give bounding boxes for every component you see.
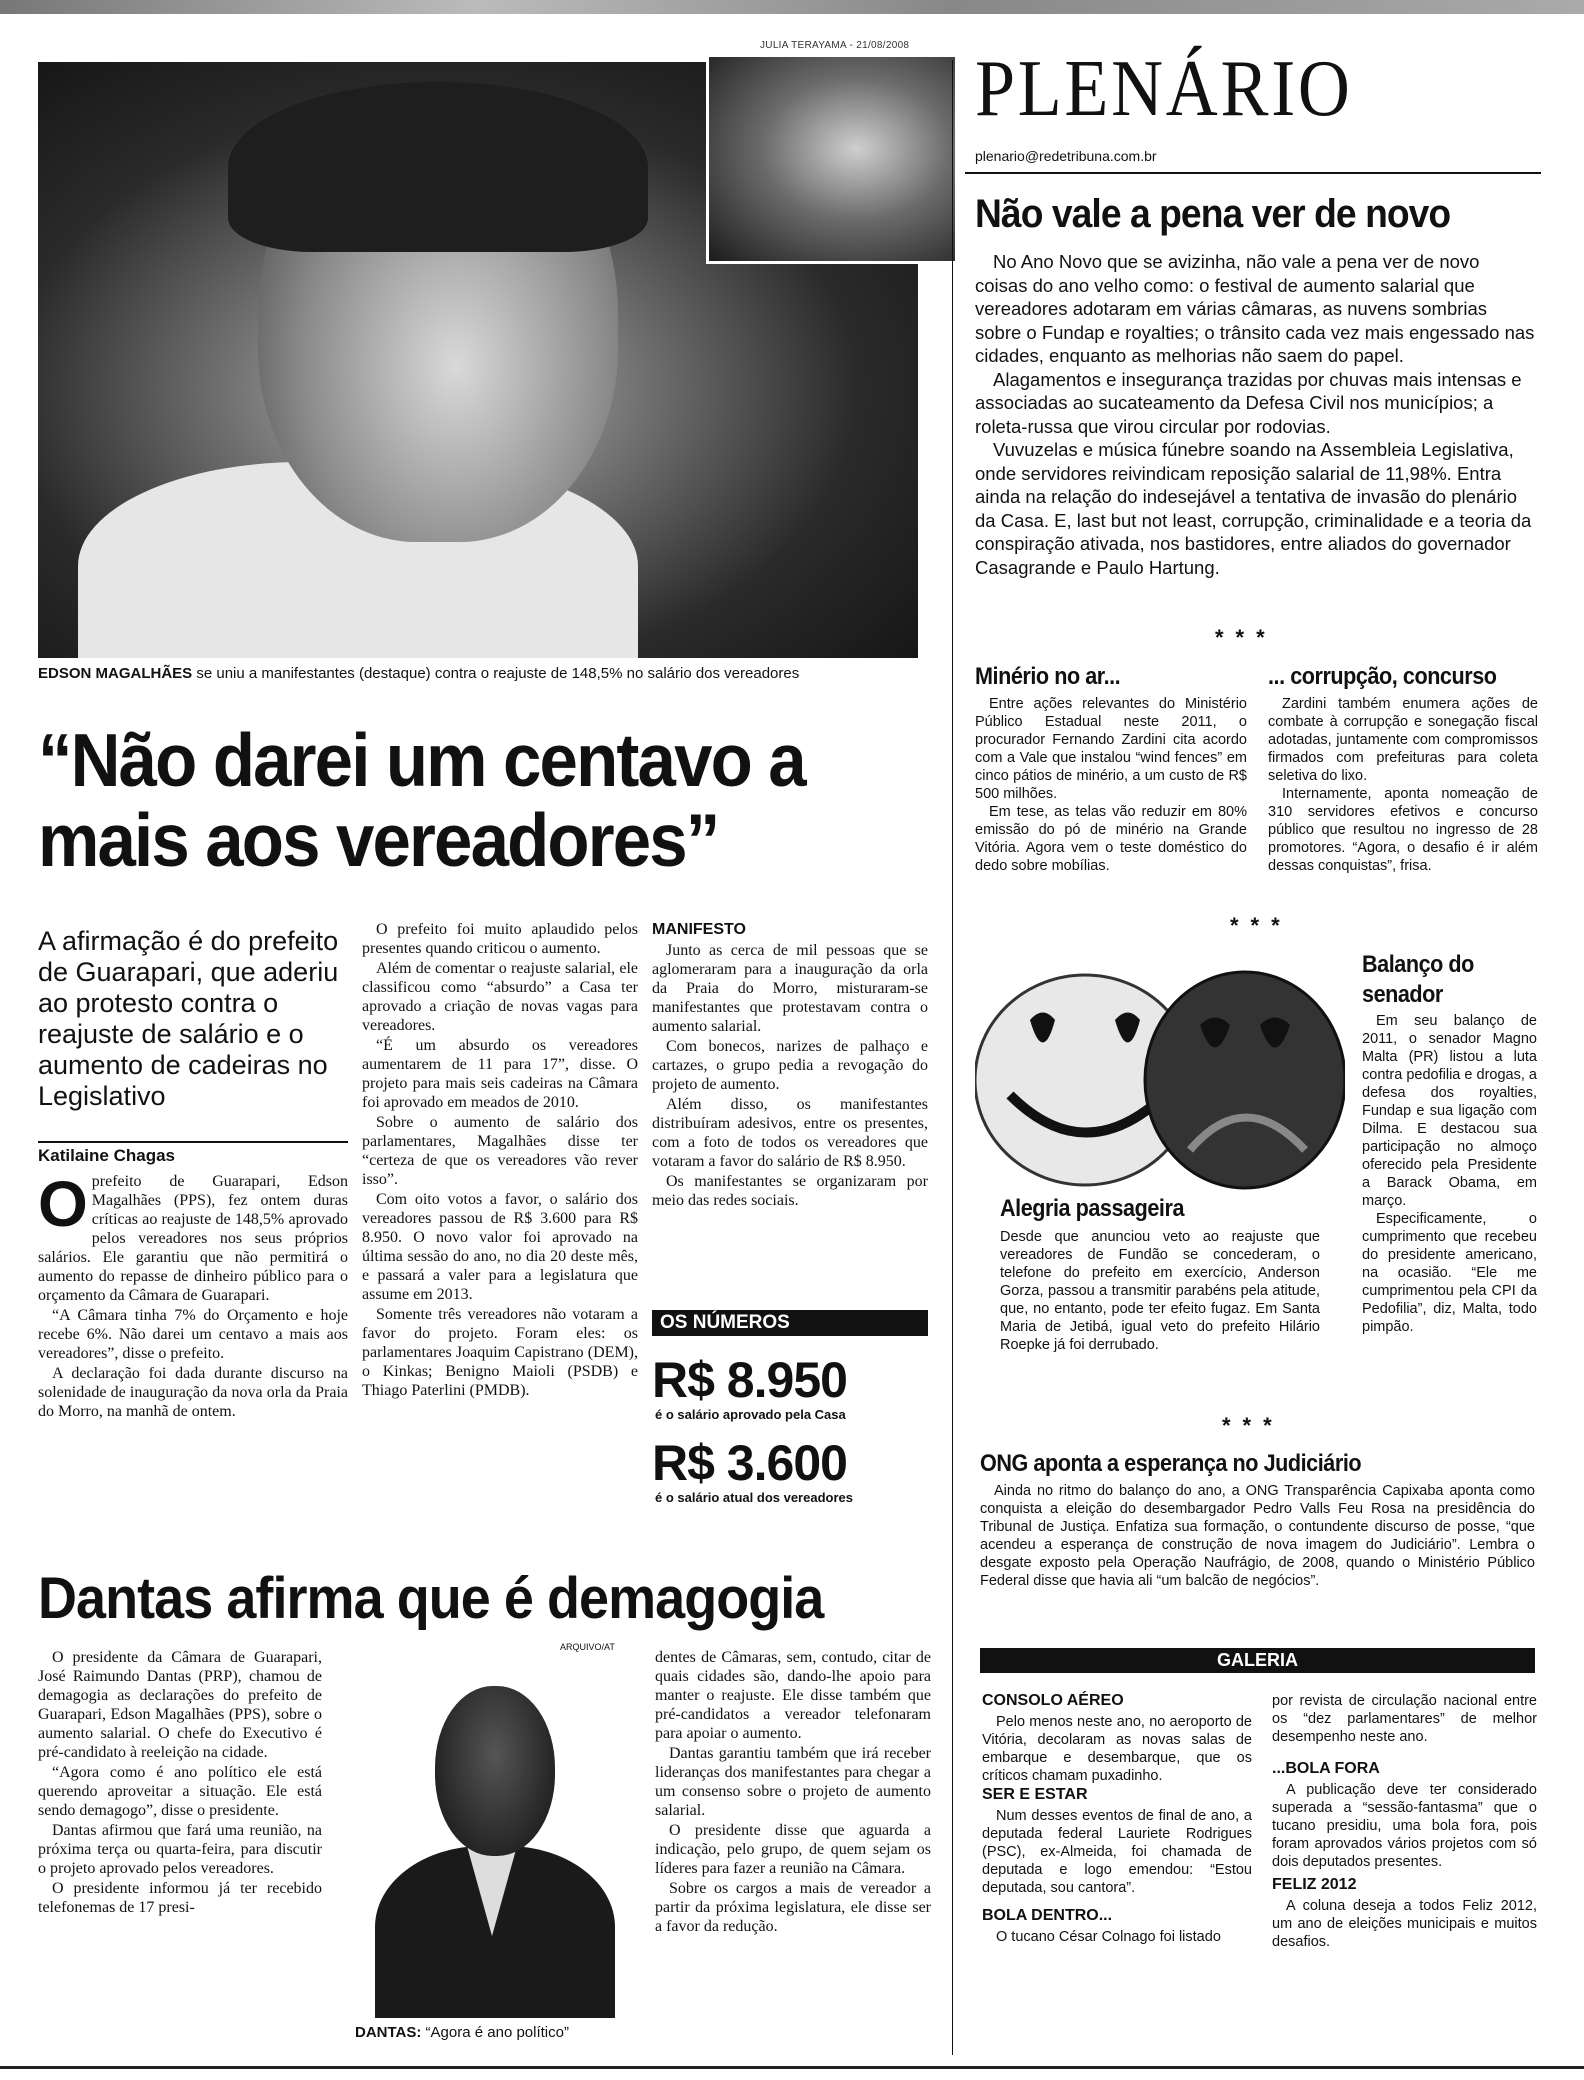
sad-face-icon xyxy=(1145,972,1345,1188)
column-email[interactable]: plenario@redetribuna.com.br xyxy=(975,148,1157,164)
number-approved-salary: R$ 8.950 xyxy=(652,1352,847,1408)
main-story-col3 xyxy=(652,920,928,1211)
note-text-corrupcao xyxy=(1268,695,1538,875)
paragraph: A publicação deve ter considerado superada a “sessão-fantasma” que o tucano presidiu, uma bola fora, pois foram aprovados vários projetos com só dois deputados presentes. xyxy=(1272,1782,1537,1870)
galeria-title-bola-fora: ...BOLA FORA xyxy=(1272,1760,1380,1777)
caption-text: se uniu a manifestantes (destaque) contra o reajuste de 148,5% no salário dos vereadores xyxy=(192,665,800,682)
paragraph: Alagamentos e insegurança trazidas por chuvas mais intensas e associadas ao sucateamento da Defesa Civil nos municípios; a roleta-russa que virou circular por rodovias. xyxy=(975,368,1522,437)
galeria-title-ser: SER E ESTAR xyxy=(982,1786,1088,1803)
paragraph: Com bonecos, narizes de palhaço e cartazes, o grupo pedia a revogação do projeto de aumento. xyxy=(652,1038,928,1093)
paragraph: Ainda no ritmo do balanço do ano, a ONG Transparência Capixaba aponta como conquista a eleição do desembargador Pedro Valls Feu Rosa na presidência do Tribunal de Justiça. Enfatiza sua formação, o contundente discurso de posse, “que acendeu a esperança de construção de nova imagem do Judiciário”. Lembra o desgate exposto pela Operação Naufrágio, de 2008, quando o Ministério Público Federal disse que havia ali “um balcão de negócios”. xyxy=(980,1483,1535,1589)
number-current-note: é o salário atual dos vereadores xyxy=(655,1490,853,1505)
paragraph: “É um absurdo os vereadores aumentarem de 11 para 17”, disse. O projeto para mais seis cadeiras na Câmara foi aprovado em meados de 2010. xyxy=(362,1037,638,1111)
separator-stars: *** xyxy=(1230,913,1292,938)
galeria-title-consolo: CONSOLO AÉREO xyxy=(982,1692,1124,1709)
paragraph: “A Câmara tinha 7% do Orçamento e hoje recebe 6%. Não darei um centavo a mais aos vereadores”, disse o prefeito. xyxy=(38,1307,348,1362)
subhead: A afirmação é do prefeito de Guarapari, que aderiu ao protesto contra o reajuste de salário e o aumento de cadeiras no Legislativo xyxy=(38,926,339,1111)
dropcap: O xyxy=(38,1168,88,1240)
paragraph: O presidente informou já ter recebido telefonemas de 17 presi- xyxy=(38,1880,322,1916)
paragraph: No Ano Novo que se avizinha, não vale a pena ver de novo coisas do ano velho como: o festival de aumento salarial que vereadores adotaram em várias câmaras, as nuvens sombrias sobre o Fundap e royalties; o trânsito cada vez mais engessado nas cidades, enquanto as melhorias não saem do papel. xyxy=(975,251,1535,366)
paragraph: O presidente disse que aguarda a indicação, pelo grupo, de quem sejam os líderes para fazer a reunião na Câmara. xyxy=(655,1822,931,1877)
paragraph: A coluna deseja a todos Feliz 2012, um ano de eleições municipais e muitos desafios. xyxy=(1272,1898,1537,1950)
galeria-text-bola-fora xyxy=(1272,1781,1537,1871)
paragraph: O prefeito foi muito aplaudido pelos presentes quando criticou o aumento. xyxy=(362,921,638,957)
paragraph xyxy=(38,1168,348,1305)
page-bottom-rule xyxy=(0,2066,1584,2069)
column-rule xyxy=(965,172,1541,174)
main-story-col2 xyxy=(362,920,638,1401)
number-current-salary: R$ 3.600 xyxy=(652,1435,847,1491)
paragraph-text: prefeito de Guarapari, Edson Magalhães (PPS), fez ontem duras críticas ao reajuste de 148,5% aprovado pelos vereadores nos seus próprios salários. Ele garantiu que não permitirá o aumento do repasse de dinheiro público para o orçamento da Câmara de Guarapari. xyxy=(38,1173,348,1304)
numbers-box-label: OS NÚMEROS xyxy=(652,1310,928,1336)
dantas-photo xyxy=(355,1656,627,2018)
paragraph: Em tese, as telas vão reduzir em 80% emissão do pó de minério na Grande Vitória. Agora vem o teste doméstico do dedo sobre mobílias. xyxy=(975,804,1247,874)
paragraph: Somente três vereadores não votaram a favor do projeto. Foram eles: os parlamentares Joaquim Capistrano (DEM), o Kinkas; Benigno Maioli (PSDB) e Thiago Paterlini (PMDB). xyxy=(362,1306,638,1399)
paragraph: Com oito votos a favor, o salário dos vereadores passou de R$ 3.600 para R$ 8.950. O novo valor foi aprovado na última sessão do ano, no dia 20 deste mês, e passará a valer para a legislatura que assume em 2013. xyxy=(362,1191,638,1303)
galeria-text-consolo xyxy=(982,1713,1252,1785)
paragraph: Especificamente, o cumprimento que recebeu do presidente americano, na ocasião. “Ele me cumprimentou pela CPI da Pedofilia”, diz, Malta, todo pimpão. xyxy=(1362,1211,1537,1335)
paragraph: Dantas afirmou que fará uma reunião, na próxima terça ou quarta-feira, para discutir o projeto aprovado pelos vereadores. xyxy=(38,1822,322,1877)
dantas-caption xyxy=(355,2024,645,2041)
note-text-alegria: Desde que anunciou veto ao reajuste que vereadores de Fundão se concederam, o telefone do prefeito em exercício, Anderson Gorza, passou a transmitir parabéns pela atitude, que, no entanto, pode ter efeito fugaz. Em Santa Maria de Jetibá, igual veto do prefeito Hilário Roepke já foi derrubado. xyxy=(1000,1229,1320,1353)
paragraph: Num desses eventos de final de ano, a deputada federal Lauriete Rodrigues (PSC), ex-Almeida, foi chamada de deputada e logo emendou: “Estou deputada, sou cantora”. xyxy=(982,1808,1252,1896)
note-text-balanco xyxy=(1362,1012,1537,1336)
note-text-minerio xyxy=(975,695,1247,875)
smiley-masks-illustration xyxy=(975,955,1345,1193)
dantas-photo-credit: ARQUIVO/AT xyxy=(560,1642,615,1652)
column-divider xyxy=(952,60,953,2055)
photo-credit: JULIA TERAYAMA - 21/08/2008 xyxy=(760,40,910,51)
note-title-minerio: Minério no ar... xyxy=(975,663,1121,690)
paragraph: Além disso, os manifestantes distribuíram adesivos, entre os presentes, com a foto de todos os vereadores que votaram a favor do salário de R$ 8.950. xyxy=(652,1096,928,1170)
caption-text: “Agora é ano político” xyxy=(421,2024,569,2041)
paragraph: O presidente da Câmara de Guarapari, José Raimundo Dantas (PRP), chamou de demagogia as declarações do prefeito de Guarapari, Edson Magalhães (PPS), sobre o aumento salarial. O chefe do Executivo é pré-candidato à reeleição na cidade. xyxy=(38,1649,322,1761)
column-title: PLENÁRIO xyxy=(975,45,1353,133)
paragraph: A declaração foi dada durante discurso na solenidade de inauguração da nova orla da Praia do Morro, na manhã de ontem. xyxy=(38,1365,348,1420)
dantas-headline: Dantas afirma que é demagogia xyxy=(38,1566,824,1631)
paragraph: Dantas garantiu também que irá receber lideranças dos manifestantes para chegar a um consenso sobre o projeto de aumento salarial. xyxy=(655,1745,931,1819)
note-title-ong: ONG aponta a esperança no Judiciário xyxy=(980,1450,1362,1477)
note-title-alegria: Alegria passageira xyxy=(1000,1195,1185,1222)
galeria-text-feliz xyxy=(1272,1897,1537,1951)
galeria-title-feliz: FELIZ 2012 xyxy=(1272,1876,1357,1893)
paragraph: Vuvuzelas e música fúnebre soando na Assembleia Legislativa, onde servidores reivindicam reposição salarial de 11,98%. Entra ainda na relação do indesejável a tentativa de invasão do plenário da Casa. E, last but not least, corrupção, criminalidade e a teoria da conspiração ativada, nos bastidores, entre aliados do governador Casagrande e Paulo Hartung. xyxy=(975,439,1532,578)
paragraph: Em seu balanço de 2011, o senador Magno Malta (PR) listou a luta contra pedofilia e drogas, a defesa dos royalties, Fundap e sua ligação com Dilma. E destacou sua participação no almoço oferecido pela Presidente a Barack Obama, em março. xyxy=(1362,1013,1537,1209)
paragraph: Os manifestantes se organizaram por meio das redes sociais. xyxy=(652,1173,928,1209)
galeria-text-continuation: por revista de circulação nacional entre os “dez parlamentares” de melhor desempenho neste ano. xyxy=(1272,1693,1537,1745)
galeria-text-bola-dentro xyxy=(982,1928,1252,1946)
separator-stars: *** xyxy=(1215,625,1277,650)
number-approved-note: é o salário aprovado pela Casa xyxy=(655,1407,846,1422)
column-headline: Não vale a pena ver de novo xyxy=(975,192,1451,236)
note-title-balanco: Balanço do senador xyxy=(1362,951,1474,1008)
main-story-col1 xyxy=(38,1168,348,1422)
paragraph: dentes de Câmaras, sem, contudo, citar de quais cidades são, dando-lhe apoio para manter o reajuste. Ele disse também que pré-candidatos a vereador telefonaram para apoiar o aumento. xyxy=(655,1649,931,1742)
section-heading: MANIFESTO xyxy=(652,921,746,938)
scan-top-edge xyxy=(0,0,1584,14)
caption-name: EDSON MAGALHÃES xyxy=(38,665,193,682)
column-lead-text xyxy=(975,250,1535,579)
galeria-title-bola-dentro: BOLA DENTRO... xyxy=(982,1907,1113,1924)
paragraph: Além de comentar o reajuste salarial, ele classificou como “absurdo” a Casa ter aprovado a criação de novas vagas para vereadores. xyxy=(362,960,638,1034)
inset-photo xyxy=(706,54,958,264)
paragraph: O tucano César Colnago foi listado xyxy=(996,1929,1221,1945)
photo-face xyxy=(435,1686,555,1856)
galeria-label: GALERIA xyxy=(980,1648,1535,1673)
paragraph: Pelo menos neste ano, no aeroporto de Vitória, decolaram as novas salas de embarque e desembarque, que os críticos chamam puxadinho. xyxy=(982,1714,1252,1784)
paragraph: Zardini também enumera ações de combate à corrupção e sonegação fiscal adotadas, juntamente com compromissos firmados com prefeituras para coleta seletiva do lixo. xyxy=(1268,696,1538,784)
separator-stars: *** xyxy=(1222,1413,1284,1438)
note-title-corrupcao: ... corrupção, concurso xyxy=(1268,663,1497,690)
paragraph: Entre ações relevantes do Ministério Público Estadual neste 2011, o procurador Fernando Zardini cita acordo com a Vale que instalou “wind fences” em cinco pátios de minério, a um custo de R$ 500 milhões. xyxy=(975,696,1247,802)
photo-caption xyxy=(38,665,918,683)
paragraph: Internamente, aponta nomeação de 310 servidores efetivos e concurso público que resultou no ingresso de 28 promotores. “Agora, o desafio é ir além dessas conquistas”, frisa. xyxy=(1268,786,1538,874)
byline: Katilaine Chagas xyxy=(38,1141,348,1166)
paragraph: Sobre os cargos a mais de vereador a partir da próxima legislatura, ele disse ser a favor da redução. xyxy=(655,1880,931,1935)
caption-name: DANTAS: xyxy=(355,2024,422,2041)
main-headline: “Não darei um centavo a mais aos vereadores” xyxy=(38,718,805,882)
galeria-text-ser xyxy=(982,1807,1252,1897)
dantas-col3 xyxy=(655,1648,931,1937)
dantas-col1 xyxy=(38,1648,322,1918)
paragraph: Sobre o aumento de salário dos parlamentares, Magalhães disse ter “certeza de que os vereadores vão rever isso”. xyxy=(362,1114,638,1188)
note-text-ong xyxy=(980,1482,1535,1590)
paragraph: Junto as cerca de mil pessoas que se aglomeraram para a inauguração da orla da Praia do Morro, misturaram-se manifestantes que protestavam contra o aumento salarial. xyxy=(652,942,928,1035)
paragraph: “Agora como é ano político ele está querendo aproveitar a situação. Ele está sendo demagogo”, disse o presidente. xyxy=(38,1764,322,1819)
photo-hair xyxy=(228,82,648,252)
